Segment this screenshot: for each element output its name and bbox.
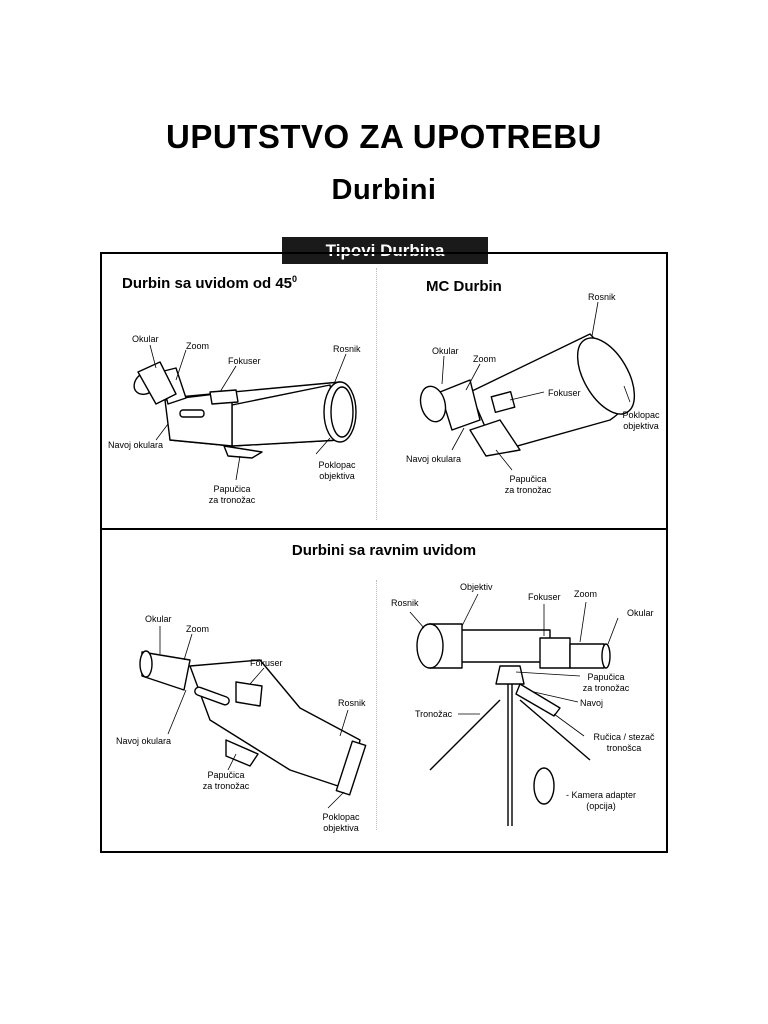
label-papucica-45-line1: Papučica bbox=[213, 484, 251, 494]
label-kamera-adapter bbox=[558, 790, 644, 812]
label-navoj-okulara-straight: Navoj okulara bbox=[116, 736, 172, 746]
label-rucica-tripod-line2: tronošca bbox=[606, 743, 642, 753]
label-rosnik-tripod: Rosnik bbox=[391, 598, 419, 608]
label-papucica-straight-line1: Papučica bbox=[207, 770, 245, 780]
label-papucica-straight-line2: za tronožac bbox=[202, 781, 250, 791]
label-poklopac-mc-line1: Poklopac bbox=[622, 410, 660, 420]
label-okular-straight: Okular bbox=[145, 614, 172, 624]
label-rosnik-45: Rosnik bbox=[333, 344, 361, 354]
label-kamera-adapter-line2: (opcija) bbox=[586, 801, 616, 811]
label-navoj-okulara-mc: Navoj okulara bbox=[406, 454, 462, 464]
label-papucica-tripod-line2: za tronožac bbox=[582, 683, 630, 693]
panel-45-heading bbox=[122, 274, 297, 292]
label-papucica-45-line2: za tronožac bbox=[208, 495, 256, 505]
label-papucica-tripod-line1: Papučica bbox=[587, 672, 625, 682]
label-poklopac-straight-line1: Poklopac bbox=[322, 812, 360, 822]
panel-45-heading-superscript: 0 bbox=[292, 274, 298, 284]
label-rucica-tripod bbox=[584, 732, 664, 754]
label-papucica-tripod bbox=[576, 672, 636, 694]
label-zoom-45: Zoom bbox=[186, 341, 210, 351]
label-rosnik-straight: Rosnik bbox=[338, 698, 366, 708]
label-poklopac-45-line2: objektiva bbox=[319, 471, 355, 481]
label-fokuser-tripod: Fokuser bbox=[528, 592, 561, 602]
label-navoj-okulara-45: Navoj okulara bbox=[108, 440, 164, 450]
label-fokuser-mc: Fokuser bbox=[548, 388, 581, 398]
section-banner: Tipovi Durbina bbox=[282, 237, 488, 264]
label-fokuser-straight: Fokuser bbox=[250, 658, 283, 668]
label-poklopac-straight bbox=[316, 812, 366, 834]
label-papucica-45 bbox=[202, 484, 262, 506]
document-title: UPUTSTVO ZA UPOTREBU bbox=[166, 118, 602, 155]
label-kamera-adapter-line1: - Kamera adapter bbox=[565, 790, 637, 800]
label-poklopac-mc-line2: objektiva bbox=[623, 421, 659, 431]
label-okular-45: Okular bbox=[132, 334, 159, 344]
label-zoom-mc: Zoom bbox=[473, 354, 497, 364]
label-papucica-mc-line2: za tronožac bbox=[504, 485, 552, 495]
scope-45-drawing bbox=[130, 362, 356, 458]
panel-45-heading-text: Durbin sa uvidom od 45 bbox=[122, 275, 293, 292]
label-navoj-tripod: Navoj bbox=[580, 698, 604, 708]
label-zoom-straight: Zoom bbox=[186, 624, 210, 634]
label-poklopac-mc bbox=[618, 410, 664, 432]
label-rucica-tripod-line1: Ručica / stezač bbox=[593, 732, 655, 742]
document-subtitle: Durbini bbox=[331, 174, 437, 206]
panel-straight-heading: Durbini sa ravnim uvidom bbox=[291, 542, 477, 559]
label-rosnik-mc: Rosnik bbox=[588, 292, 616, 302]
label-papucica-mc-line1: Papučica bbox=[509, 474, 547, 484]
label-poklopac-straight-line2: objektiva bbox=[323, 823, 359, 833]
panel-mc-heading: MC Durbin bbox=[426, 278, 502, 295]
label-poklopac-45 bbox=[312, 460, 362, 482]
label-zoom-tripod: Zoom bbox=[574, 589, 598, 599]
label-objektiv-tripod: Objektiv bbox=[460, 582, 493, 592]
label-papucica-mc bbox=[498, 474, 558, 496]
label-fokuser-45: Fokuser bbox=[228, 356, 261, 366]
label-papucica-straight bbox=[196, 770, 256, 792]
label-okular-mc: Okular bbox=[432, 346, 459, 356]
label-okular-tripod: Okular bbox=[627, 608, 654, 618]
label-tronozac: Tronožac bbox=[415, 709, 453, 719]
label-poklopac-45-line1: Poklopac bbox=[318, 460, 356, 470]
